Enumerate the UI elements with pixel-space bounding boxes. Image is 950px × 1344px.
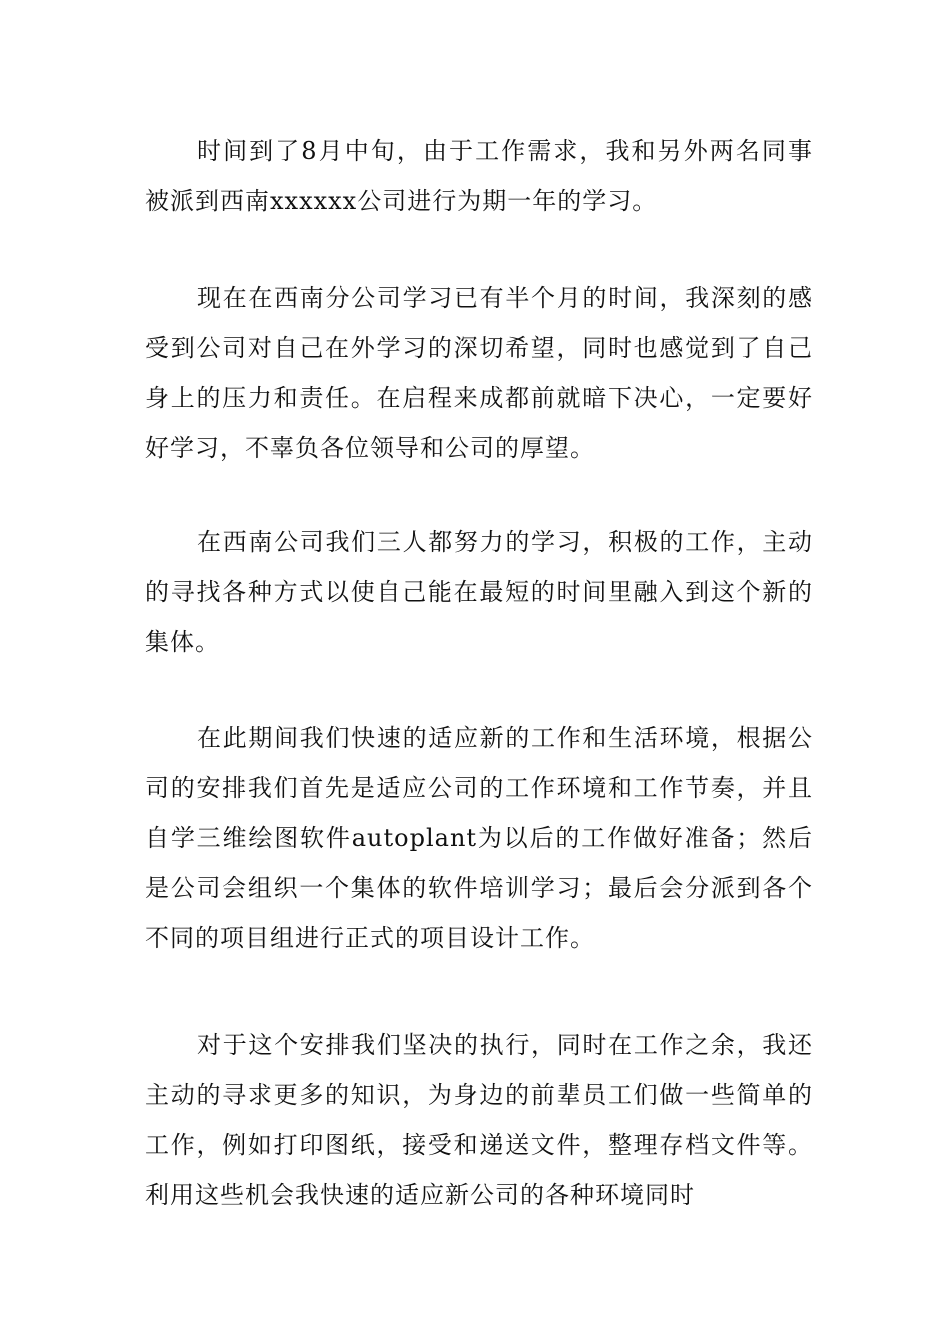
paragraph-2: 现在在西南分公司学习已有半个月的时间，我深刻的感受到公司对自己在外学习的深切希望，同时也感觉到了自己身上的压力和责任。在启程来成都前就暗下决心，一定要好好学习，不辜负各位领导和公司的厚望。 — [145, 284, 813, 462]
paragraph-1: 时间到了8月中旬，由于工作需求，我和另外两名同事被派到西南xxxxxx公司进行为期一年的学习。 — [145, 137, 813, 215]
paragraph-4: 在此期间我们快速的适应新的工作和生活环境，根据公司的安排我们首先是适应公司的工作环境和工作节奏，并且自学三维绘图软件autoplant为以后的工作做好准备；然后是公司会组织一个集体的软件培训学习；最后会分派到各个不同的项目组进行正式的项目设计工作。 — [145, 724, 813, 952]
paragraph-5: 对于这个安排我们坚决的执行，同时在工作之余，我还主动的寻求更多的知识，为身边的前辈员工们做一些简单的工作，例如打印图纸，接受和递送文件，整理存档文件等。利用这些机会我快速的适应新公司的各种环境同时 — [145, 1031, 813, 1209]
paragraph-3: 在西南公司我们三人都努力的学习，积极的工作，主动的寻找各种方式以使自己能在最短的时间里融入到这个新的集体。 — [145, 528, 813, 656]
